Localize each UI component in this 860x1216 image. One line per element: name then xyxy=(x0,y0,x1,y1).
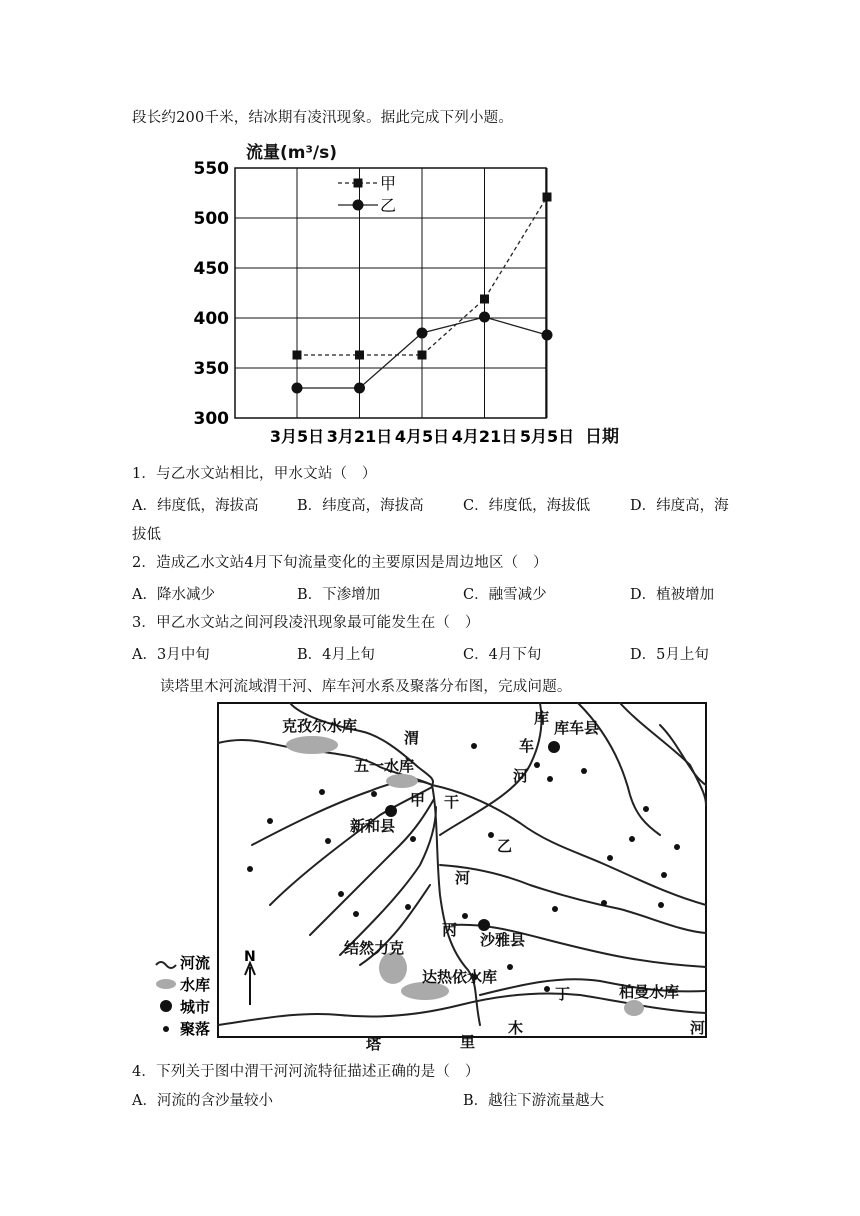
point-乙 xyxy=(479,312,490,323)
point-甲 xyxy=(418,351,427,360)
settlement xyxy=(643,806,649,812)
point-乙 xyxy=(542,330,553,341)
point-乙 xyxy=(417,328,428,339)
settlement xyxy=(658,902,664,908)
north-label: N xyxy=(244,949,256,965)
settlement xyxy=(629,836,635,842)
settlement xyxy=(601,900,607,906)
settlement xyxy=(410,836,416,842)
label-ta: 塔 xyxy=(366,1035,382,1053)
question-1-option-wrap: 拔低 xyxy=(132,527,161,543)
north-arrow-icon xyxy=(245,963,255,1005)
legend-reservoir-icon xyxy=(156,979,176,989)
label-yi: 乙 xyxy=(497,837,513,855)
y-tick-label: 300 xyxy=(193,409,229,429)
point-甲 xyxy=(355,351,364,360)
settlement xyxy=(534,762,540,768)
city-kuche xyxy=(548,741,560,753)
question-3-option-a: A．3月中旬 xyxy=(132,647,210,663)
settlement xyxy=(267,818,273,824)
settlement xyxy=(319,789,325,795)
chart-xlabel: 日期 xyxy=(585,427,619,447)
settlement xyxy=(325,838,331,844)
settlement xyxy=(488,832,494,838)
settlement xyxy=(552,906,558,912)
label-jia: 甲 xyxy=(410,791,426,809)
question-1-option-d: D．纬度高，海 xyxy=(630,498,729,514)
legend-label: 甲 xyxy=(380,174,397,193)
settlement xyxy=(247,866,253,872)
settlement xyxy=(471,743,477,749)
y-tick-label: 500 xyxy=(193,209,229,229)
x-tick-label: 5月5日 xyxy=(519,427,575,446)
question-1-option-b: B．纬度高，海拔高 xyxy=(297,498,424,514)
label-dareyi: 达热依水库 xyxy=(422,968,498,986)
label-xinhe: 新和县 xyxy=(350,817,396,835)
legend-city: 城市 xyxy=(180,998,211,1016)
label-he2: 河 xyxy=(513,767,529,785)
settlement xyxy=(462,913,468,919)
x-tick-label: 3月21日 xyxy=(326,427,393,446)
label-che: 车 xyxy=(519,737,535,755)
city-shaya xyxy=(478,919,490,931)
label-kezier: 克孜尔水库 xyxy=(282,717,358,735)
river-trib-b xyxy=(270,787,432,905)
x-tick-label: 4月5日 xyxy=(394,427,450,446)
y-tick-label: 450 xyxy=(193,259,229,279)
point-甲 xyxy=(543,193,552,202)
label-wei: 渭 xyxy=(404,729,420,747)
reservoir-kezier xyxy=(286,736,338,754)
label-ku: 库 xyxy=(534,709,550,727)
settlement xyxy=(674,844,680,850)
question-1-option-a: A．纬度低，海拔高 xyxy=(132,498,259,514)
settlement xyxy=(581,768,587,774)
question-2-option-c: C．融雪减少 xyxy=(463,587,547,603)
x-tick-label: 3月5日 xyxy=(269,427,325,446)
chart-ylabel: 流量(m³/s) xyxy=(246,143,338,163)
city-xinhe xyxy=(385,805,397,817)
legend-city-icon xyxy=(160,1000,172,1012)
legend-reservoir: 水库 xyxy=(180,976,211,994)
y-tick-label: 350 xyxy=(193,359,229,379)
river-trib-a xyxy=(252,781,432,845)
label-gan: 干 xyxy=(444,793,460,811)
question-2-option-a: A．降水减少 xyxy=(132,587,215,603)
point-甲 xyxy=(293,351,302,360)
question-3-option-b: B．4月上旬 xyxy=(297,647,375,663)
label-baiman: 柏曼水库 xyxy=(619,983,680,1001)
settlement xyxy=(547,776,553,782)
river-kuche-east-3 xyxy=(660,725,706,785)
legend-settlement: 聚落 xyxy=(180,1020,211,1038)
label-li: 里 xyxy=(460,1033,476,1051)
question-1-option-c: C．纬度低，海拔低 xyxy=(463,498,591,514)
y-tick-label: 400 xyxy=(193,309,229,329)
legend-river: 河流 xyxy=(180,954,211,972)
question-3-option-c: C．4月下旬 xyxy=(463,647,542,663)
x-tick-label: 4月21日 xyxy=(451,427,518,446)
river-kuche-east-2 xyxy=(620,703,706,805)
settlement xyxy=(353,911,359,917)
question-2-option-d: D．植被增加 xyxy=(630,587,715,603)
settlement xyxy=(607,855,613,861)
map-intro: 读塔里木河流域渭干河、库车河水系及聚落分布图，完成问题。 xyxy=(160,679,572,695)
question-1-stem: 1．与乙水文站相比，甲水文站（ ） xyxy=(132,466,377,482)
q4-option-b: B．越往下游流量越大 xyxy=(463,1093,605,1109)
point-甲 xyxy=(480,295,489,304)
legend-marker xyxy=(353,200,364,211)
question-2-stem: 2．造成乙水文站4月下旬流量变化的主要原因是周边地区（ ） xyxy=(132,555,548,571)
label-kuche: 库车县 xyxy=(554,719,600,737)
legend-settlement-icon xyxy=(163,1026,169,1032)
question-3-stem: 3．甲乙水文站之间河段凌汛现象最可能发生在（ ） xyxy=(132,615,480,631)
settlement xyxy=(338,891,344,897)
settlement xyxy=(371,791,377,797)
point-乙 xyxy=(292,383,303,394)
river-branch-2 xyxy=(432,785,706,905)
label-bing: 丙 xyxy=(442,921,458,939)
label-he1: 河 xyxy=(455,869,471,887)
settlement xyxy=(661,872,667,878)
label-shaya: 沙雅县 xyxy=(480,931,526,949)
intro-text: 段长约200千米，结冰期有凌汛现象。据此完成下列小题。 xyxy=(132,110,514,126)
label-ding: 丁 xyxy=(555,985,571,1003)
label-mu: 木 xyxy=(508,1019,524,1037)
settlement xyxy=(405,904,411,910)
legend-label: 乙 xyxy=(380,196,397,215)
q4-stem: 4．下列关于图中渭干河河流特征描述正确的是（ ） xyxy=(132,1064,480,1080)
question-2-option-b: B．下渗增加 xyxy=(297,587,381,603)
point-乙 xyxy=(354,383,365,394)
settlement xyxy=(507,964,513,970)
q4-option-a: A．河流的含沙量较小 xyxy=(132,1093,273,1109)
y-tick-label: 550 xyxy=(193,159,229,179)
reservoir-baiman xyxy=(624,1000,644,1016)
label-jieran: 结然力克 xyxy=(344,939,405,957)
label-he3: 河 xyxy=(690,1019,706,1037)
settlement xyxy=(544,986,550,992)
flow-chart xyxy=(0,0,860,460)
reservoir-wuyi xyxy=(386,774,418,788)
label-wuyi: 五一水库 xyxy=(354,757,415,775)
river-map xyxy=(0,695,860,1055)
question-3-option-d: D．5月上旬 xyxy=(630,647,709,663)
legend-marker xyxy=(354,179,363,188)
legend-river-icon xyxy=(156,962,176,968)
